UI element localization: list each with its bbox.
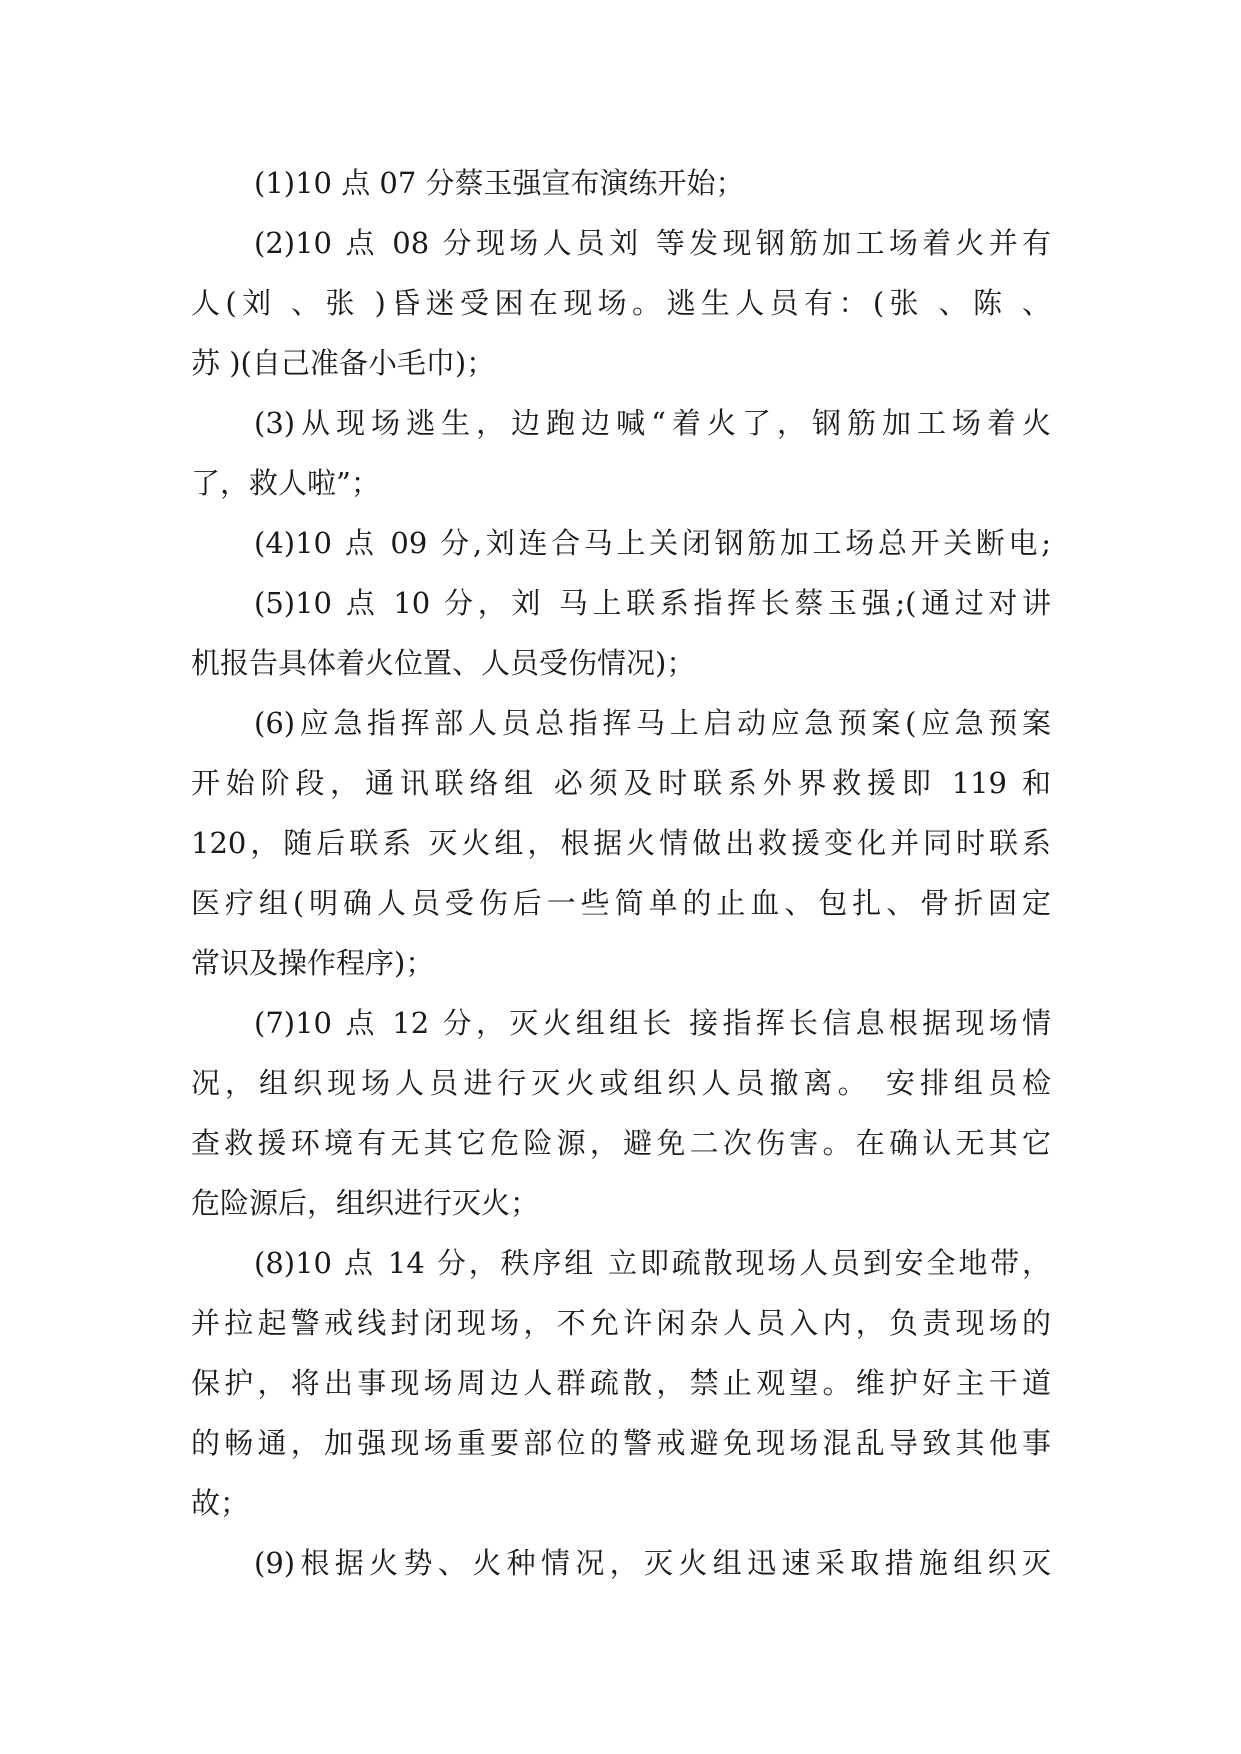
text-line: 查救援环境有无其它危险源，避免二次伤害。在确认无其它: [191, 1126, 1051, 1160]
document-body: [191, 153, 1051, 1593]
text-line: 的畅通，加强现场重要部位的警戒避免现场混乱导致其他事: [191, 1426, 1051, 1460]
text-line-step-5: (5)10 点 10 分，刘 马上联系指挥长蔡玉强;(通过对讲: [254, 586, 1051, 620]
text-line: 并拉起警戒线封闭现场，不允许闲杂人员入内，负责现场的: [191, 1306, 1051, 1340]
text-line: 人(刘 、张 )昏迷受困在现场。逃生人员有：(张 、陈 、: [191, 286, 1051, 320]
text-line: 机报告具体着火位置、人员受伤情况)；: [191, 646, 696, 680]
text-line-step-8: (8)10 点 14 分，秩序组 立即疏散现场人员到安全地带，: [254, 1246, 1051, 1280]
text-line-step-4: (4)10 点 09 分,刘连合马上关闭钢筋加工场总开关断电;: [254, 526, 1051, 560]
text-line: 医疗组(明确人员受伤后一些简单的止血、包扎、骨折固定: [191, 886, 1051, 920]
text-line-step-3: (3)从现场逃生，边跑边喊“着火了，钢筋加工场着火: [254, 406, 1051, 440]
text-line: 苏 )(自己准备小毛巾)；: [191, 346, 496, 380]
text-line-step-6: (6)应急指挥部人员总指挥马上启动应急预案(应急预案: [254, 706, 1051, 740]
text-line: 故；: [191, 1486, 250, 1520]
text-line-step-9: (9)根据火势、火种情况，灭火组迅速采取措施组织灭: [254, 1546, 1051, 1580]
text-line: 况，组织现场人员进行灭火或组织人员撤离。 安排组员检: [191, 1066, 1051, 1100]
text-line: 危险源后，组织进行灭火；: [191, 1186, 540, 1220]
text-line: 120，随后联系 灭火组，根据火情做出救援变化并同时联系: [191, 826, 1051, 860]
text-line-step-2: (2)10 点 08 分现场人员刘 等发现钢筋加工场着火并有: [254, 226, 1051, 260]
text-line: 保护，将出事现场周边人群疏散，禁止观望。维护好主干道: [191, 1366, 1051, 1400]
text-line: 了，救人啦”；: [191, 466, 380, 500]
text-line: 常识及操作程序)；: [191, 946, 435, 980]
text-line-step-1: (1)10 点 07 分蔡玉强宣布演练开始；: [254, 166, 745, 200]
text-line: 开始阶段，通讯联络组 必须及时联系外界救援即 119 和: [191, 766, 1051, 800]
text-line-step-7: (7)10 点 12 分，灭火组组长 接指挥长信息根据现场情: [254, 1006, 1051, 1040]
